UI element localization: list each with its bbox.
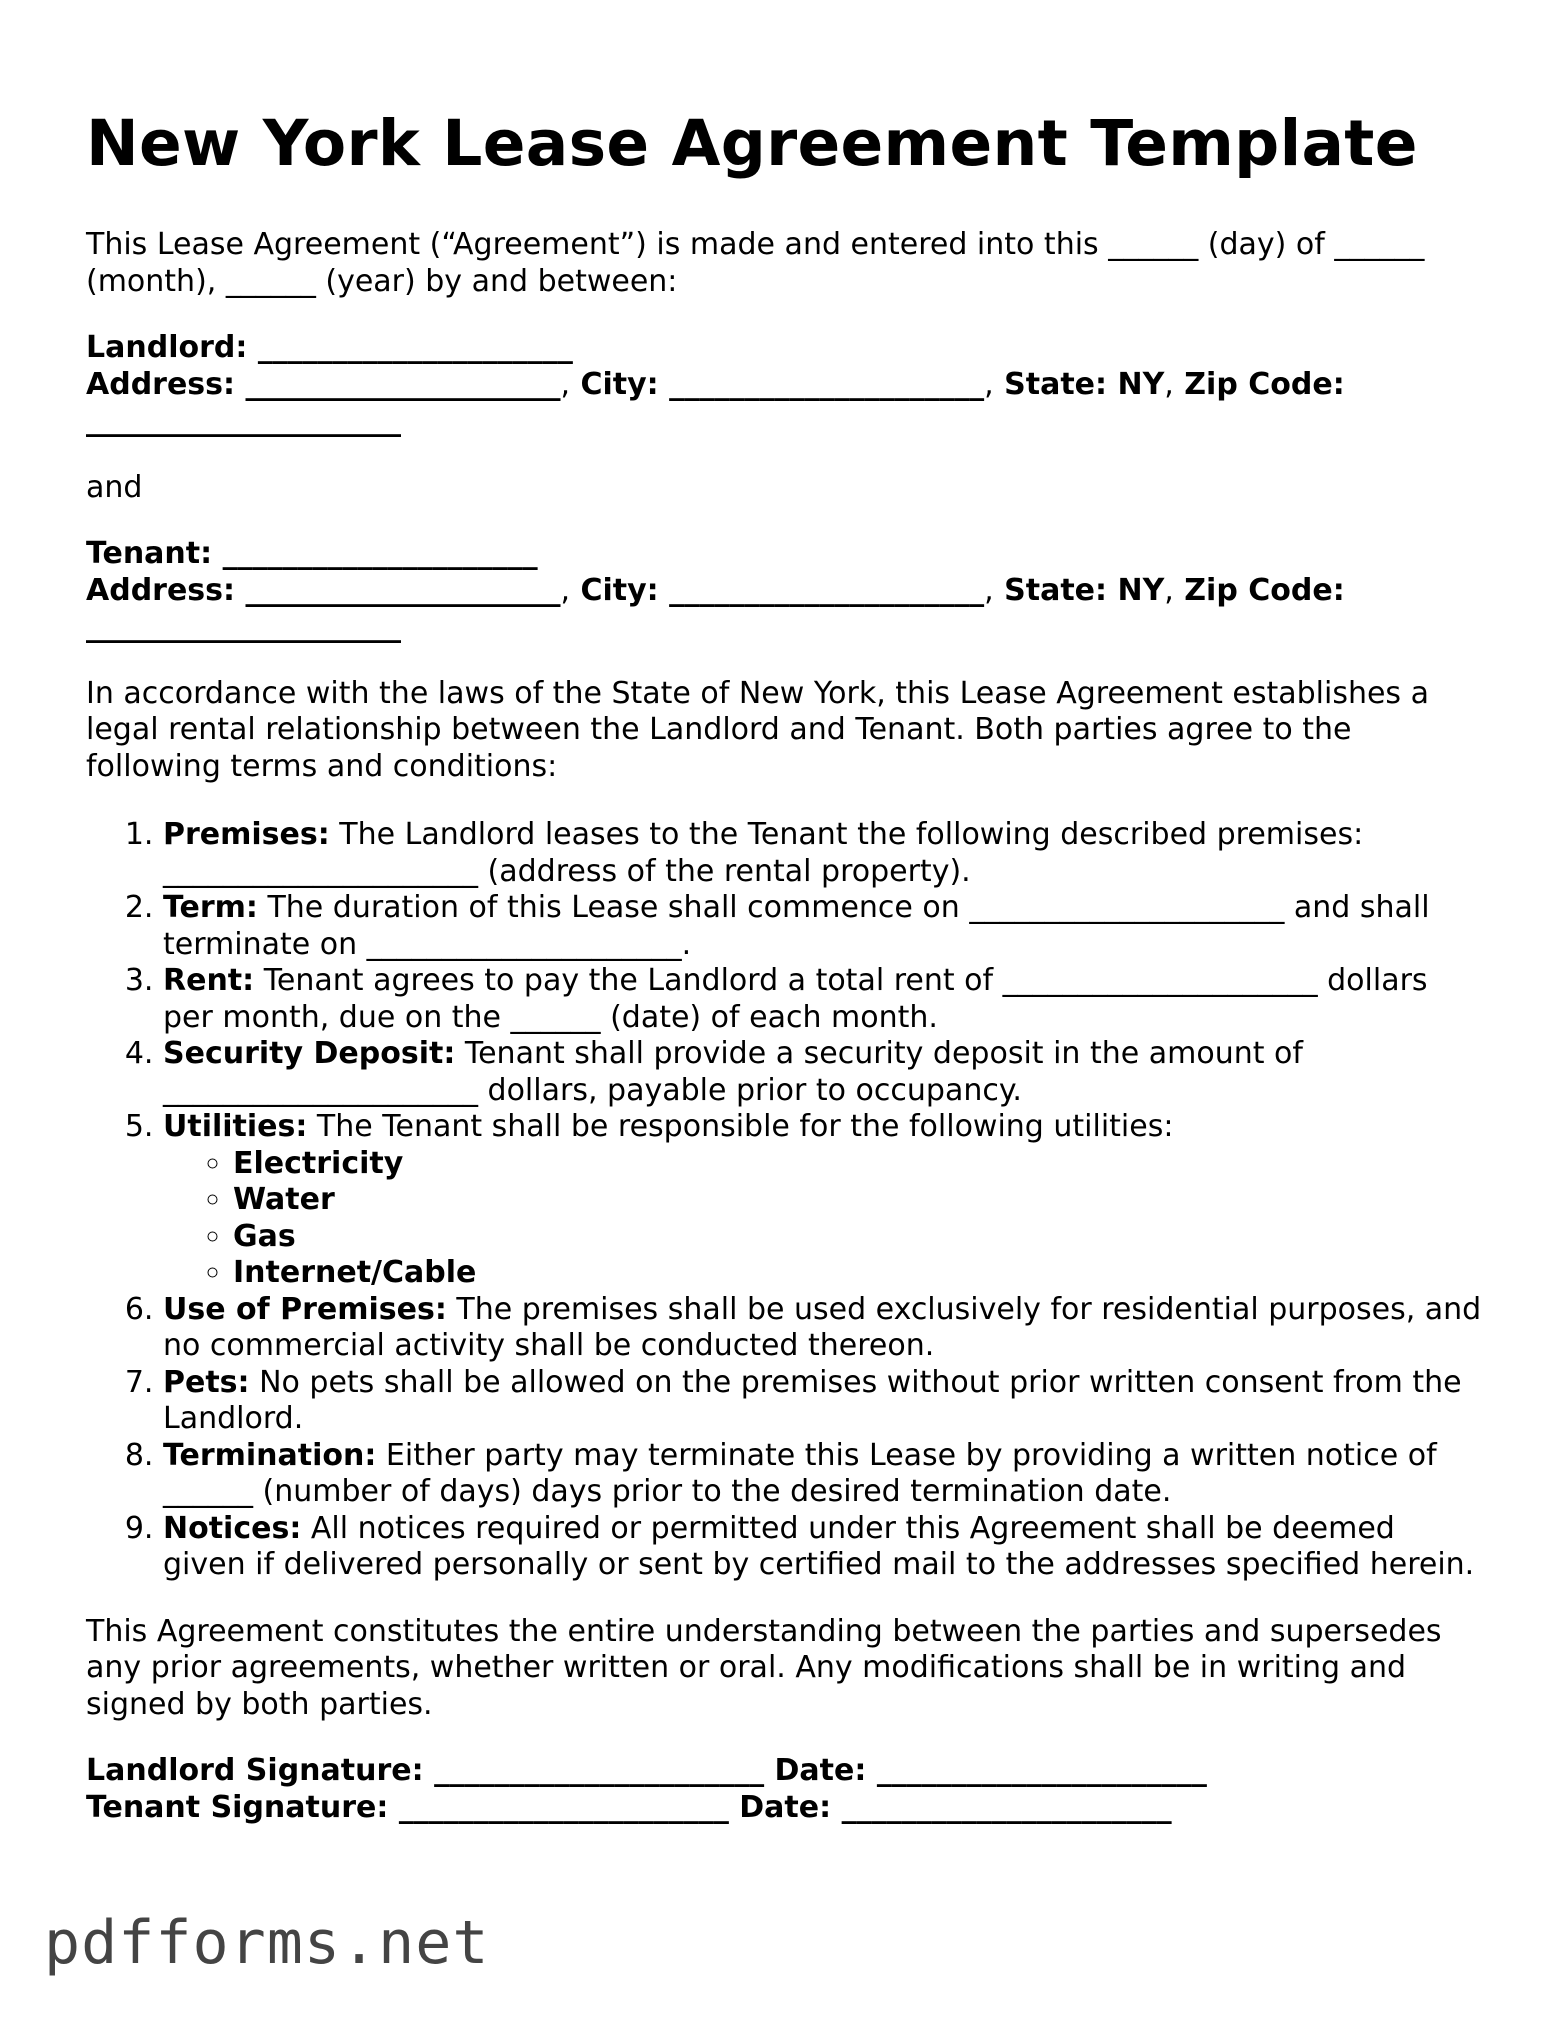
term-text: The premises shall be used exclusively for residential purposes, and no commercial activity shall be conducted thereon. <box>163 1291 1482 1363</box>
term-heading: Term: <box>163 890 258 925</box>
term-text: All notices required or permitted under this Agreement shall be deemed given if delivered personally or sent by certified mail to the addresses specified herein. <box>163 1510 1475 1582</box>
tenant-date-field[interactable]: ______________________ <box>841 1789 1172 1825</box>
tenant-date-label: Date: <box>739 1789 832 1825</box>
term-heading: Pets: <box>163 1364 250 1400</box>
landlord-state-label: State: NY <box>1004 366 1165 402</box>
utility-item: ◦ Water <box>233 1182 1486 1219</box>
landlord-zip-field[interactable]: _____________________ <box>86 403 401 438</box>
landlord-city-label: City: <box>580 366 659 402</box>
term-heading: Notices: <box>163 1510 302 1546</box>
landlord-date-field[interactable]: ______________________ <box>876 1753 1207 1788</box>
utilities-list <box>163 1146 1486 1292</box>
term-text: Either party may terminate this Lease by providing a written notice of ______ (number of days) days prior to the desired termination date. <box>163 1437 1437 1509</box>
signature-block <box>86 1753 1486 1826</box>
utility-item: ◦ Gas <box>233 1219 1486 1256</box>
closing-paragraph: This Agreement constitutes the entire understanding between the parties and supersedes any prior agreements, whether written or oral. Any modifications shall be in writing and signed by both parties. <box>86 1613 1442 1722</box>
landlord-block: Landlord: _____________________ Address: _____________________, City: _____________________, State: NY, Zip Code: _____________________ <box>86 330 1345 438</box>
tenant-city-field[interactable]: _____________________ <box>669 572 985 608</box>
landlord-name-field[interactable]: _____________________ <box>257 330 573 365</box>
term-heading: Use of Premises: <box>163 1291 447 1327</box>
term-text: The Tenant shall be responsible for the following utilities: <box>316 1109 1174 1144</box>
term-text: The duration of this Lease shall commence on _____________________ and shall terminate on _____________________. <box>163 890 1430 962</box>
term-item <box>163 890 1486 963</box>
landlord-city-field[interactable]: _____________________ <box>669 366 985 402</box>
intro-paragraph <box>86 227 1486 300</box>
landlord-zip-label: Zip Code: <box>1184 366 1345 402</box>
tenant-signature-label: Tenant Signature: <box>86 1789 389 1825</box>
term-item <box>163 1109 1486 1292</box>
term-heading: Premises: <box>163 817 330 852</box>
tenant-name-field[interactable]: _____________________ <box>222 536 538 571</box>
term-text: The Landlord leases to the Tenant the following described premises: _____________________ (address of the rental property). <box>163 817 1364 889</box>
landlord-date-label: Date: <box>774 1753 867 1788</box>
term-text: Tenant agrees to pay the Landlord a total rent of _____________________ dollars per month, due on the ______ (date) of each month. <box>163 963 1428 1035</box>
term-item <box>163 1438 1486 1511</box>
tenant-signature-field[interactable]: ______________________ <box>398 1789 729 1825</box>
term-item <box>163 1036 1486 1109</box>
term-text: Tenant shall provide a security deposit in the amount of _____________________ dollars, payable prior to occupancy. <box>163 1036 1303 1108</box>
landlord-address-label: Address: <box>86 366 236 402</box>
term-heading: Security Deposit: <box>163 1036 456 1071</box>
tenant-city-label: City: <box>580 572 659 608</box>
term-heading: Rent: <box>163 963 255 998</box>
tenant-name-label: Tenant: <box>86 536 213 571</box>
tenant-address-field[interactable]: _____________________ <box>245 572 561 608</box>
and-text: and <box>86 469 143 505</box>
watermark-logo: pdfforms.net <box>44 1908 490 1978</box>
term-item <box>163 1511 1486 1584</box>
term-item <box>163 963 1486 1036</box>
landlord-signature-field[interactable]: ______________________ <box>434 1753 765 1788</box>
landlord-address-field[interactable]: _____________________ <box>245 366 561 402</box>
tenant-zip-label: Zip Code: <box>1184 572 1345 608</box>
document-title: New York Lease Agreement Template <box>86 107 1418 180</box>
tenant-zip-field[interactable]: _____________________ <box>86 609 401 644</box>
utility-item: ◦ Internet/Cable <box>233 1255 1486 1292</box>
preamble-paragraph: In accordance with the laws of the State of New York, this Lease Agreement establishes a legal rental relationship between the Landlord and Tenant. Both parties agree to the following terms and conditions: <box>86 675 1429 784</box>
landlord-name-label: Landlord: <box>86 330 248 365</box>
term-heading: Utilities: <box>163 1109 308 1144</box>
landlord-signature-label: Landlord Signature: <box>86 1753 424 1788</box>
tenant-state-label: State: NY <box>1004 572 1165 608</box>
intro-line-2: (month), ______ (year) by and between: <box>86 263 678 299</box>
document-content <box>86 104 1486 1826</box>
tenant-block: Tenant: _____________________ Address: _____________________, City: _____________________, State: NY, Zip Code: _____________________ <box>86 536 1345 644</box>
intro-line-1: This Lease Agreement (“Agreement”) is made and entered into this ______ (day) of ______ <box>86 227 1425 262</box>
term-text: No pets shall be allowed on the premises without prior written consent from the Landlord. <box>163 1364 1462 1436</box>
term-heading: Termination: <box>163 1437 377 1473</box>
term-item <box>163 1365 1486 1438</box>
term-item <box>163 1292 1486 1365</box>
utility-item: ◦ Electricity <box>233 1146 1486 1183</box>
term-item <box>163 817 1486 890</box>
tenant-address-label: Address: <box>86 572 236 608</box>
terms-list <box>86 817 1486 1584</box>
